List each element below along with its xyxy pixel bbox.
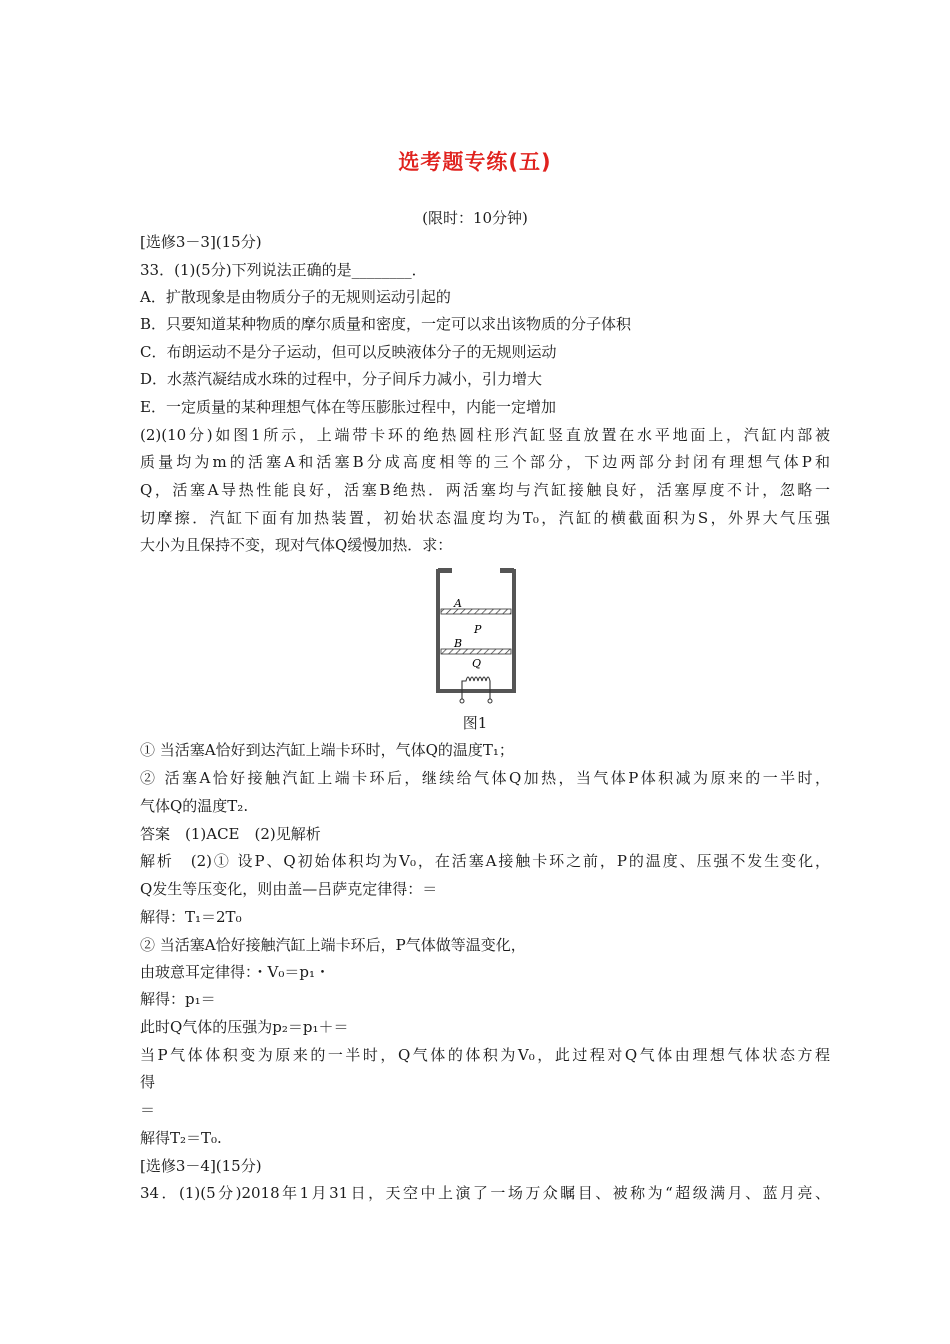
- label-p: P: [474, 623, 482, 636]
- sub-question-2: ② 活塞A恰好接触汽缸上端卡环后，继续给气体Q加热，当气体P体积减为原来的一半时，: [140, 769, 830, 787]
- label-b: B: [454, 637, 463, 650]
- right-clamp-ring: [500, 568, 514, 573]
- page-title: 选考题专练(五): [398, 150, 552, 174]
- section-label-3-3: [选修3－3](15分): [140, 233, 262, 251]
- terminal-right: [488, 699, 492, 703]
- analysis-line: 由玻意耳定律得：・V₀＝p₁・: [140, 963, 330, 981]
- analysis-line: ② 当活塞A恰好接触汽缸上端卡环后，P气体做等温变化，: [140, 936, 526, 954]
- section-label-3-4: [选修3－4](15分): [140, 1157, 262, 1175]
- option-e: E．一定质量的某种理想气体在等压膨胀过程中，内能一定增加: [140, 398, 556, 416]
- part2-line: (2)(10分)如图1所示，上端带卡环的绝热圆柱形汽缸竖直放置在水平地面上，汽缸内部被: [140, 426, 830, 444]
- terminal-left: [460, 699, 464, 703]
- cylinder-figure: [436, 567, 516, 711]
- question-34-stem: 34．(1)(5分)2018年1月31日，天空中上演了一场万众瞩目、被称为“超级满月、蓝月亮、: [140, 1184, 830, 1202]
- analysis-line: ＝: [140, 1101, 156, 1119]
- piston-b: [441, 649, 511, 654]
- heater-coil: [462, 677, 490, 691]
- analysis-line: 当P气体体积变为原来的一半时，Q气体的体积为V₀，此过程对Q气体由理想气体状态方程: [140, 1046, 830, 1064]
- analysis-line: 解析 (2)① 设P、Q初始体积均为V₀，在活塞A接触卡环之前，P的温度、压强不发生变化，: [140, 852, 830, 870]
- question-33-stem: 33．(1)(5分)下列说法正确的是________．: [140, 261, 427, 279]
- part2-line: 切摩擦．汽缸下面有加热装置，初始状态温度均为T₀，汽缸的横截面积为S，外界大气压强: [140, 509, 830, 527]
- label-q: Q: [472, 657, 482, 670]
- analysis-line: Q发生等压变化，则由盖—吕萨克定律得：＝: [140, 880, 438, 898]
- part2-line: 大小为且保持不变，现对气体Q缓慢加热．求：: [140, 536, 453, 554]
- analysis-line: 解得：T₁＝2T₀: [140, 908, 242, 926]
- part2-line: Q，活塞A导热性能良好，活塞B绝热．两活塞均与汽缸接触良好，活塞厚度不计，忽略一: [140, 481, 830, 499]
- sub-question-2-cont: 气体Q的温度T₂.: [140, 797, 249, 815]
- label-a: A: [454, 597, 462, 610]
- time-limit: (限时：10分钟): [422, 209, 528, 227]
- analysis-line: 得: [140, 1073, 156, 1091]
- piston-a: [441, 609, 511, 614]
- figure-caption: 图1: [462, 714, 488, 732]
- option-d: D．水蒸汽凝结成水珠的过程中，分子间斥力减小，引力增大: [140, 370, 543, 388]
- answer-line: 答案 (1)ACE (2)见解析: [140, 825, 321, 843]
- option-b: B．只要知道某种物质的摩尔质量和密度，一定可以求出该物质的分子体积: [140, 315, 632, 333]
- option-a: A．扩散现象是由物质分子的无规则运动引起的: [140, 288, 451, 306]
- left-clamp-ring: [438, 568, 452, 573]
- sub-question-1: ① 当活塞A恰好到达汽缸上端卡环时，气体Q的温度T₁；: [140, 741, 514, 759]
- analysis-line: 解得T₂＝T₀.: [140, 1129, 222, 1147]
- analysis-line: 此时Q气体的压强为p₂＝p₁＋＝: [140, 1018, 349, 1036]
- cylinder-diagram: [436, 567, 516, 707]
- part2-line: 质量均为m的活塞A和活塞B分成高度相等的三个部分，下边两部分封闭有理想气体P和: [140, 453, 830, 471]
- analysis-line: 解得：p₁＝: [140, 990, 216, 1008]
- option-c: C．布朗运动不是分子运动，但可以反映液体分子的无规则运动: [140, 343, 557, 361]
